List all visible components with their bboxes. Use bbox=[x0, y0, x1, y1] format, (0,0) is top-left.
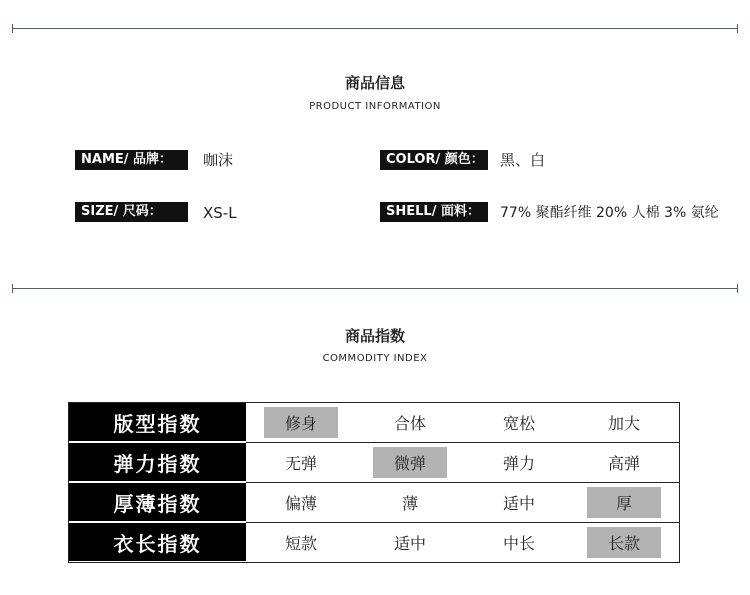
index-option-selected: 长款 bbox=[587, 527, 661, 558]
index-option: 偏薄 bbox=[284, 494, 317, 513]
index-option: 薄 bbox=[401, 494, 418, 513]
product-info-title: 商品信息 bbox=[344, 74, 405, 92]
index-row-label: 版型指数 bbox=[69, 403, 246, 441]
size-value: XS-L bbox=[203, 204, 237, 222]
index-option-selected: 厚 bbox=[587, 487, 661, 518]
middle-divider bbox=[12, 288, 738, 289]
index-row bbox=[69, 443, 679, 483]
index-option: 加大 bbox=[607, 414, 640, 433]
index-option: 中长 bbox=[502, 534, 535, 553]
index-option: 高弹 bbox=[607, 454, 640, 473]
index-row bbox=[69, 403, 679, 443]
index-option: 适中 bbox=[393, 534, 426, 553]
shell-value: 77% 聚酯纤维 20% 人棉 3% 氨纶 bbox=[500, 205, 719, 221]
index-row-label: 衣长指数 bbox=[69, 523, 246, 561]
product-info-subtitle: PRODUCT INFORMATION bbox=[309, 101, 441, 112]
index-option: 弹力 bbox=[502, 454, 535, 473]
index-row-label: 弹力指数 bbox=[69, 443, 246, 481]
index-row-label: 厚薄指数 bbox=[69, 483, 246, 521]
index-option-selected: 微弹 bbox=[373, 447, 447, 478]
shell-label: SHELL/ 面料： bbox=[380, 202, 488, 222]
index-option: 短款 bbox=[284, 534, 317, 553]
commodity-index-title: 商品指数 bbox=[344, 327, 405, 345]
index-option: 合体 bbox=[393, 414, 426, 433]
name-value: 咖沫 bbox=[203, 151, 234, 169]
name-label: NAME/ 品牌： bbox=[75, 150, 188, 170]
color-value: 黑、白 bbox=[500, 151, 546, 169]
commodity-index-table bbox=[68, 402, 680, 563]
size-label: SIZE/ 尺码： bbox=[75, 202, 188, 222]
commodity-index-subtitle: COMMODITY INDEX bbox=[322, 353, 428, 364]
index-option-selected: 修身 bbox=[264, 407, 338, 438]
index-option: 宽松 bbox=[502, 414, 535, 433]
index-row bbox=[69, 483, 679, 523]
top-divider bbox=[12, 28, 738, 29]
color-label: COLOR/ 颜色： bbox=[380, 150, 488, 170]
index-row bbox=[69, 523, 679, 563]
index-option: 无弹 bbox=[284, 454, 317, 473]
index-option: 适中 bbox=[502, 494, 535, 513]
